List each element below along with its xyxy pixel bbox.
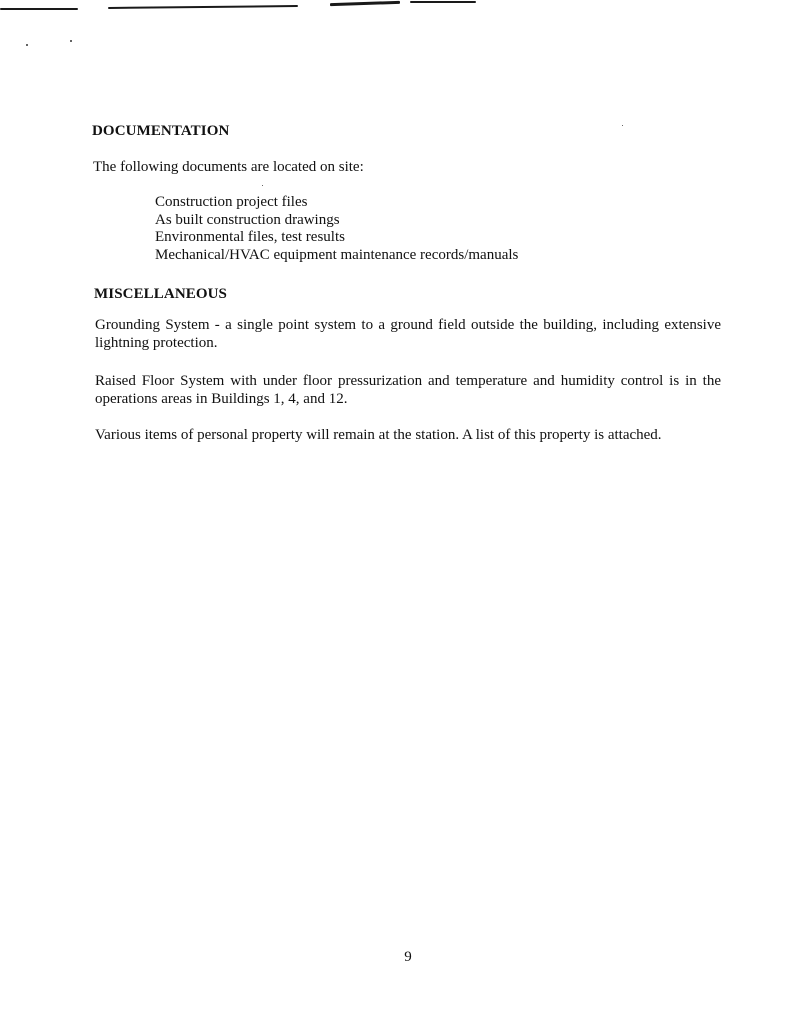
- raised-floor-paragraph: Raised Floor System with under floor pressurization and temperature and humidity control is in the operations areas in Buildings 1, 4, and 12.: [95, 373, 721, 407]
- grounding-system-paragraph: Grounding System - a single point system to a ground field outside the building, including extensive lightning protection.: [95, 317, 721, 351]
- scan-artifact-dot: [70, 40, 72, 42]
- list-item: As built construction drawings: [155, 211, 340, 228]
- list-item: Construction project files: [155, 194, 308, 210]
- list-item: Mechanical/HVAC equipment maintenance records/manuals: [155, 246, 519, 263]
- scan-artifact-line: [410, 1, 476, 3]
- documentation-intro: The following documents are located on site:: [93, 159, 364, 175]
- scan-artifact-dot: [262, 185, 263, 186]
- scan-artifact-line: [0, 8, 78, 10]
- page-number: 9: [404, 949, 412, 965]
- scan-artifact-line: [108, 5, 298, 9]
- personal-property-paragraph: Various items of personal property will remain at the station. A list of this property is attached.: [95, 427, 662, 443]
- miscellaneous-heading: MISCELLANEOUS: [94, 286, 227, 302]
- list-item: Environmental files, test results: [155, 229, 345, 245]
- scan-artifact-dot: [26, 44, 28, 46]
- scan-artifact-line: [330, 1, 400, 6]
- documents-list: [155, 194, 518, 264]
- documentation-heading: DOCUMENTATION: [92, 123, 230, 139]
- scan-artifact-dot: [622, 125, 623, 126]
